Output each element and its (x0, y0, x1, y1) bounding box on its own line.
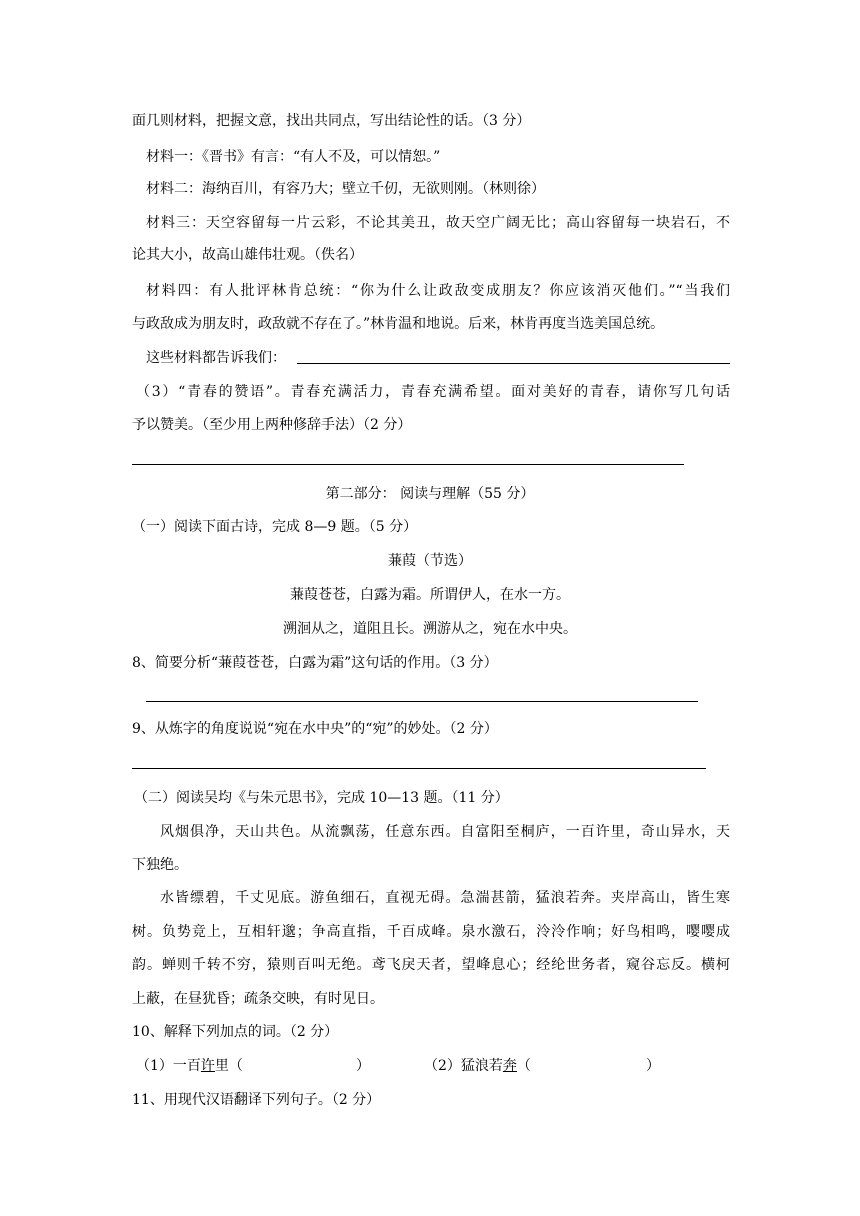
question-11: 11、用现代汉语翻译下列句子。（2 分） (132, 1092, 381, 1108)
passage-1-line-2: 下独绝。 (132, 857, 188, 873)
material-1: 材料一：《晋书》有言：“有人不及，可以情恕。” (146, 149, 441, 165)
part-2-heading: 第二部分： 阅读与理解（55 分） (325, 486, 535, 502)
passage-1-line-1: 风烟俱净，天山共色。从流飘荡，任意东西。自富阳至桐庐，一百许里，奇山异水，天 (160, 824, 730, 840)
question-10-item-2 (424, 1056, 531, 1076)
passage-2-line-2: 树。负势竞上，互相轩邈；争高直指，千百成峰。泉水激石，泠泠作响；好鸟相鸣，嘤嘤成 (132, 924, 730, 940)
question-10-item-1 (136, 1056, 243, 1076)
poem-title: 蒹葭（节选） (388, 553, 472, 569)
answer-line-question-9 (132, 768, 706, 769)
material-2: 材料二：海纳百川，有容乃大；壁立千仞，无欲则刚。（林则徐） (146, 181, 545, 197)
question-10: 10、解释下列加点的词。（2 分） (132, 1024, 339, 1040)
question-10-item-2-prefix: （2）猛浪若 (424, 1058, 503, 1074)
question-10-item-1-close: ） (356, 1058, 370, 1074)
section-1-intro: （一）阅读下面古诗，完成 8—9 题。（5 分） (132, 519, 418, 535)
section-2-intro: （二）阅读吴均《与朱元思书》，完成 10—13 题。（11 分） (134, 790, 509, 806)
question-9: 9、从炼字的角度说说“宛在水中央”的“宛”的妙处。（2 分） (132, 721, 498, 737)
material-4-line-1: 材料四：有人批评林肯总统：“你为什么让政敌变成朋友？你应该消灭他们。”“当我们 (146, 283, 730, 299)
material-4-line-2: 与政敌成为朋友时，政敌就不存在了。”林肯温和地说。后来，林肯再度当选美国总统。 (132, 316, 665, 332)
question-10-item-2-close: ） (646, 1058, 660, 1074)
question-8: 8、简要分析“蒹葭苍苍，白露为霜”这句话的作用。（3 分） (132, 655, 498, 671)
material-3-line-1: 材料三：天空容留每一片云彩，不论其美丑，故天空广阔无比；高山容留每一块岩石，不 (146, 215, 730, 231)
question-10-item-1-suffix: 里（ (214, 1058, 243, 1074)
passage-2-line-1: 水皆缥碧，千丈见底。游鱼细石，直视无碍。急湍甚箭，猛浪若奔。夹岸高山，皆生寒 (160, 890, 730, 906)
poem-line-1: 蒹葭苍苍，白露为霜。所谓伊人，在水一方。 (290, 587, 570, 603)
answer-line-conclusion (297, 363, 730, 364)
question-10-item-1-word: 许 (200, 1058, 215, 1074)
question-10-item-1-prefix: （1）一百 (136, 1058, 201, 1074)
passage-2-line-4: 上蔽，在昼犹昏；疏条交映，有时见日。 (132, 991, 384, 1007)
poem-line-2: 溯洄从之，道阻且长。溯游从之，宛在水中央。 (283, 621, 577, 637)
passage-2-line-3: 韵。蝉则千转不穷，猿则百叫无绝。鸢飞戾天者，望峰息心；经纶世务者，窥谷忘反。横柯 (132, 957, 730, 973)
materials-intro: 面几则材料，把握文意，找出共同点，写出结论性的话。（3 分） (132, 113, 531, 129)
question-3-line-2: 予以赞美。（至少用上两种修辞手法）（2 分） (132, 417, 412, 433)
answer-line-question-8 (146, 701, 698, 702)
material-3-line-2: 论其大小，故高山雄伟壮观。（佚名） (132, 247, 363, 263)
answer-line-question-3 (132, 464, 684, 465)
conclusion-prompt: 这些材料都告诉我们： (146, 350, 286, 366)
question-3-line-1: （3）“青春的赞语”。青春充满活力，青春充满希望。面对美好的青春，请你写几句话 (136, 384, 730, 400)
question-10-item-2-word: 奔 (502, 1058, 517, 1074)
question-10-item-2-suffix: （ (516, 1058, 531, 1074)
